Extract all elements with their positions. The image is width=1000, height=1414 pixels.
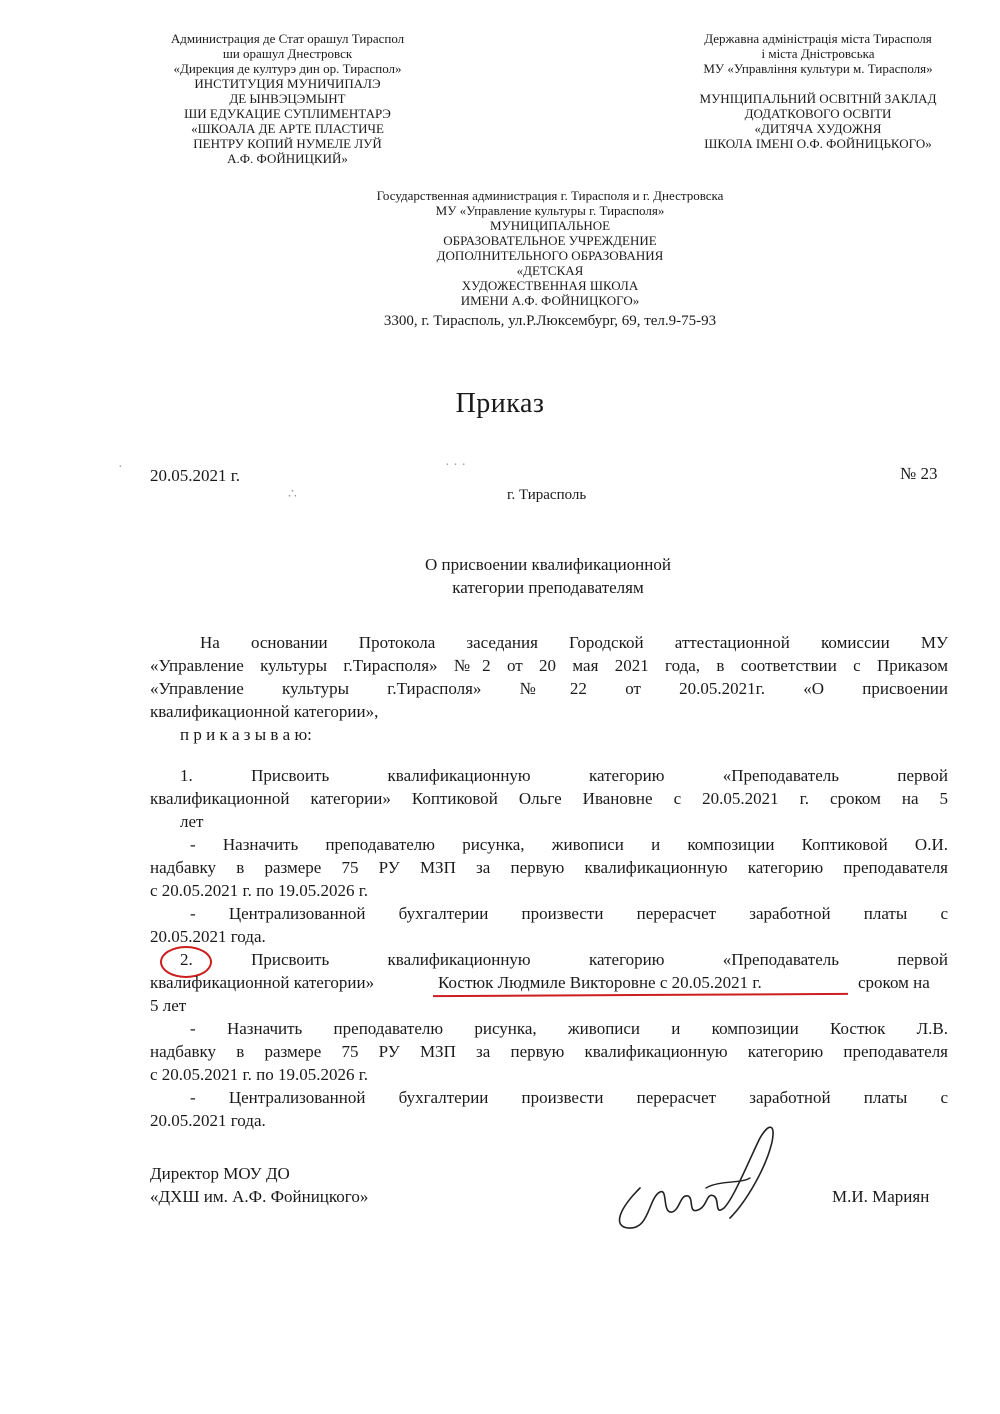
header-right-line: МУНІЦИПАЛЬНИЙ ОСВІТНІЙ ЗАКЛАД <box>699 91 937 106</box>
item2-line: квалификационной категории» <box>150 973 375 992</box>
scan-artifact: · <box>118 460 123 475</box>
item1-line: 20.05.2021 года. <box>150 927 266 946</box>
header-left-line: «ШКОАЛА ДЕ АРТЕ ПЛАСТИЧЕ <box>191 121 384 136</box>
header-right-line: «ДИТЯЧА ХУДОЖНЯ <box>754 121 882 136</box>
director-school: «ДХШ им. А.Ф. Фойницкого» <box>150 1187 369 1206</box>
header-left-moldovan <box>140 31 435 166</box>
header-center-line: ДОПОЛНИТЕЛЬНОГО ОБРАЗОВАНИЯ <box>436 248 664 263</box>
header-left-line: «Дирекция де културэ дин ор. Тираспол» <box>173 61 402 76</box>
item2-line: сроком на <box>858 973 930 992</box>
item1-line: - Централизованной бухгалтерии произвести перерасчет заработной платы с <box>190 904 948 923</box>
header-center-line: ХУДОЖЕСТВЕННАЯ ШКОЛА <box>461 278 639 293</box>
header-right-ukrainian <box>668 31 968 151</box>
order-number: № 23 <box>900 464 938 483</box>
header-left-line: ИНСТИТУЦИЯ МУНИЧИПАЛЭ <box>194 76 381 91</box>
item1-line: с 20.05.2021 г. по 19.05.2026 г. <box>150 881 369 900</box>
director-position: Директор МОУ ДО <box>150 1164 290 1183</box>
scan-artifact: · · · <box>445 458 466 473</box>
header-center-line: «ДЕТСКАЯ <box>516 263 584 278</box>
item2-line: - Назначить преподавателю рисунка, живописи и композиции Костюк Л.В. <box>190 1019 948 1038</box>
scan-artifact: ∴ <box>288 487 297 502</box>
item2-highlighted-name: Костюк Людмиле Викторовне с 20.05.2021 г. <box>438 973 762 992</box>
preamble-line: квалификационной категории», <box>150 702 379 721</box>
header-left-line: ПЕНТРУ КОПИЙ НУМЕЛЕ ЛУЙ <box>193 136 382 151</box>
handwritten-signature <box>610 1118 800 1238</box>
item2-line: с 20.05.2021 г. по 19.05.2026 г. <box>150 1065 369 1084</box>
order-word: п р и к а з ы в а ю: <box>180 725 312 744</box>
header-center-line: ОБРАЗОВАТЕЛЬНОЕ УЧРЕЖДЕНИЕ <box>443 233 657 248</box>
header-center-line: Государственная администрация г. Тирасполя и г. Днестровска <box>376 188 724 203</box>
order-subject <box>0 553 1000 599</box>
order-date: 20.05.2021 г. <box>150 466 241 485</box>
header-left-line: А.Ф. ФОЙНИЦКИЙ» <box>227 151 348 166</box>
item2-line: 5 лет <box>150 996 187 1015</box>
document-title: Приказ <box>455 388 545 419</box>
header-left-line: Администрация де Стат орашул Тираспол <box>170 31 405 46</box>
item1-line: надбавку в размере 75 РУ МЗП за первую квалификационную категорию преподавателя <box>150 858 948 877</box>
header-center-russian <box>340 188 760 329</box>
preamble-line: На основании Протокола заседания Городской аттестационной комиссии МУ <box>200 633 948 652</box>
subject-line: О присвоении квалификационной <box>425 555 671 574</box>
header-right-line: МУ «Управління культури м. Тирасполя» <box>703 61 933 76</box>
header-right-line: ШКОЛА ІМЕНІ О.Ф. ФОЙНИЦЬКОГО» <box>704 136 932 151</box>
header-left-line: ши орашул Днестровск <box>222 46 353 61</box>
header-right-line: Державна адміністрація міста Тирасполя <box>704 31 932 46</box>
item2-line: 20.05.2021 года. <box>150 1111 266 1130</box>
header-right-line: ДОДАТКОВОГО ОСВІТИ <box>744 106 892 121</box>
header-center-line: МУНИЦИПАЛЬНОЕ <box>489 218 611 233</box>
item2-line: 2. Присвоить квалификационную категорию «Преподаватель первой <box>180 950 948 969</box>
header-right-line: і міста Дністровська <box>761 46 875 61</box>
item1-line: 1. Присвоить квалификационную категорию «Преподаватель первой <box>180 766 948 785</box>
preamble-line: «Управление культуры г.Тирасполя» №2 от 20 мая 2021 года, в соответствии с Приказом <box>150 656 948 675</box>
header-center-line: ИМЕНИ А.Ф. ФОЙНИЦКОГО» <box>460 293 640 308</box>
item1-line: лет <box>180 812 204 831</box>
header-left-line: ШИ ЕДУКАЦИЕ СУПЛИМЕНТАРЭ <box>184 106 391 121</box>
item2-line: надбавку в размере 75 РУ МЗП за первую квалификационную категорию преподавателя <box>150 1042 948 1061</box>
header-right-spacer <box>668 76 968 91</box>
institution-address: 3300, г. Тирасполь, ул.Р.Люксембург, 69, тел.9-75-93 <box>383 313 717 329</box>
subject-line: категории преподавателям <box>452 578 644 597</box>
header-left-line: ДЕ ЫНВЭЦЭМЫНТ <box>229 91 346 106</box>
header-center-line: МУ «Управление культуры г. Тирасполя» <box>435 203 665 218</box>
director-name: М.И. Мариян <box>832 1187 930 1206</box>
item1-line: - Назначить преподавателю рисунка, живописи и композиции Коптиковой О.И. <box>190 835 948 854</box>
preamble-line: «Управление культуры г.Тирасполя» №22 от 20.05.2021г. «О присвоении <box>150 679 948 698</box>
item1-line: квалификационной категории» Коптиковой Ольге Ивановне с 20.05.2021 г. сроком на 5 <box>150 789 948 808</box>
item2-line: - Централизованной бухгалтерии произвести перерасчет заработной платы с <box>190 1088 948 1107</box>
order-city: г. Тирасполь <box>507 487 587 503</box>
